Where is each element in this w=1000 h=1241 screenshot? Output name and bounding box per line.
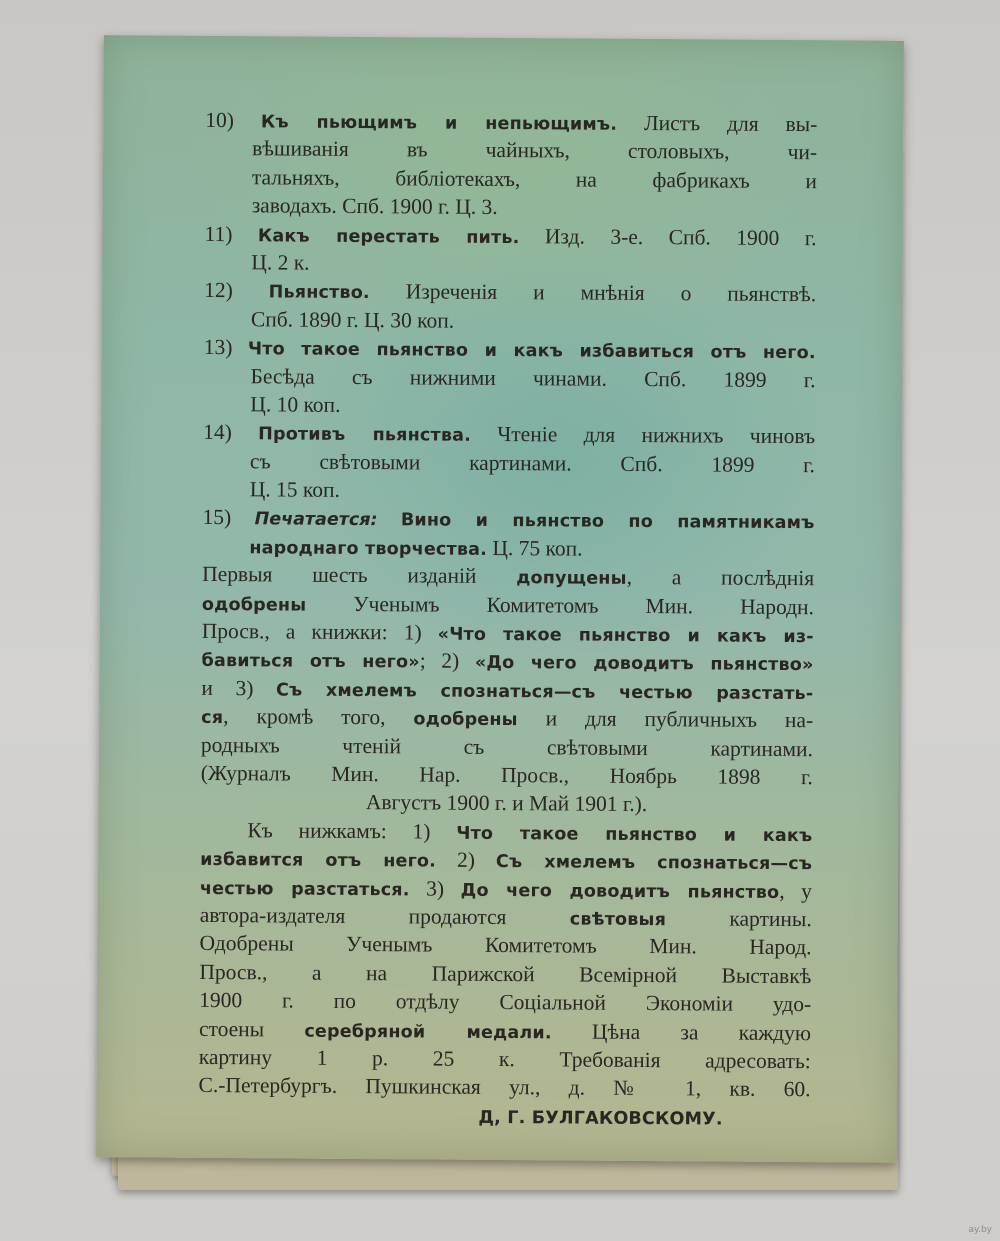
bold-text-run: Д, Г. БУЛГАКОВСКОМУ. bbox=[478, 1107, 723, 1130]
text-run: Первыя шесть изданій bbox=[202, 562, 517, 589]
bold-text-run: бавиться отъ него» bbox=[201, 651, 420, 673]
text-run: 15) bbox=[202, 505, 255, 530]
text-run: картину 1 р. 25 к. Требованія адресовать: bbox=[198, 1044, 811, 1074]
text-line bbox=[198, 1100, 810, 1133]
text-line bbox=[199, 958, 811, 991]
text-line bbox=[198, 1071, 810, 1104]
text-run: 14) bbox=[203, 420, 259, 445]
text-line bbox=[205, 163, 817, 196]
text-run: тальняхъ, библіотекахъ, на фабрикахъ и bbox=[251, 165, 818, 193]
bold-text-run: Пьянство. bbox=[268, 282, 370, 304]
text-run: Бесѣда съ нижними чинами. Спб. 1899 г. bbox=[250, 363, 816, 392]
text-run: ; 2) bbox=[419, 648, 475, 674]
text-run bbox=[377, 507, 401, 531]
page-text bbox=[198, 106, 817, 1132]
text-line bbox=[203, 475, 815, 508]
text-run: картины. bbox=[665, 906, 812, 932]
text-run: Ц. 75 коп. bbox=[486, 535, 583, 561]
text-run: 10) bbox=[205, 107, 261, 133]
text-line bbox=[200, 901, 812, 934]
watermark: ay.by bbox=[968, 1225, 992, 1235]
bold-text-run: ся bbox=[201, 708, 224, 729]
text-line bbox=[199, 986, 811, 1019]
text-line bbox=[202, 503, 814, 536]
text-run: , у bbox=[779, 878, 813, 903]
text-run: Одобрены Ученымъ Комитетомъ Мин. Народ. bbox=[199, 931, 812, 960]
text-run: 13) bbox=[203, 335, 249, 360]
bold-text-run: свѣтовыя bbox=[569, 909, 667, 931]
booklet-page bbox=[96, 35, 904, 1163]
bold-text-run: серебряной медали. bbox=[304, 1021, 552, 1043]
text-run: стоены bbox=[198, 1016, 305, 1042]
text-line bbox=[202, 589, 814, 622]
text-line bbox=[200, 787, 812, 820]
text-run: вѣшиванія въ чайныхъ, столовыхъ, чи- bbox=[252, 136, 818, 165]
text-run: Спб. 1890 г. Ц. 30 коп. bbox=[250, 306, 455, 333]
text-line bbox=[199, 929, 811, 962]
text-run: Ц. 10 коп. bbox=[250, 392, 341, 417]
text-run: 11) bbox=[204, 221, 258, 246]
text-run: , кромѣ того, bbox=[223, 704, 414, 730]
text-line bbox=[204, 276, 816, 309]
text-line bbox=[205, 134, 817, 167]
text-run: (Журналъ Мин. Нар. Просв., Ноябрь 1898 г. bbox=[200, 760, 813, 790]
text-run: автора-издателя продаются bbox=[199, 902, 570, 930]
bold-text-run: Печатается: bbox=[254, 509, 378, 531]
text-run: Августъ 1900 г. и Май 1901 г.). bbox=[365, 790, 648, 817]
text-line bbox=[202, 617, 814, 650]
text-line bbox=[204, 219, 816, 252]
text-run: Изреченія и мнѣнія о пьянствѣ. bbox=[369, 279, 817, 307]
text-run: и 3) bbox=[201, 675, 277, 701]
text-run: Ц. 2 к. bbox=[251, 250, 310, 275]
text-line bbox=[204, 248, 816, 281]
text-line bbox=[201, 674, 813, 707]
text-run: Изд. 3-е. Спб. 1900 г. bbox=[519, 223, 817, 250]
text-line bbox=[203, 390, 815, 423]
text-line bbox=[200, 816, 812, 849]
text-run: Ц. 15 коп. bbox=[249, 477, 340, 502]
bold-text-run: Противъ пьянства. bbox=[258, 424, 472, 447]
text-run: 1900 г. по отдѣлу Соціальной Экономіи удо- bbox=[199, 988, 812, 1017]
text-run: , а послѣднія bbox=[626, 565, 815, 591]
text-line bbox=[201, 759, 813, 792]
bold-text-run: Какъ перестать пить. bbox=[257, 225, 520, 248]
text-run: и для публичныхъ на- bbox=[517, 706, 814, 733]
bold-text-run: Съ хмелемъ спознаться—съ bbox=[495, 852, 813, 875]
text-line bbox=[199, 1043, 811, 1076]
text-run: 2) bbox=[435, 847, 497, 873]
bold-text-run: одобрены bbox=[201, 594, 307, 616]
text-run: С.-Петербургъ. Пушкинская ул., д. № 1, кв. 60. bbox=[198, 1073, 811, 1102]
text-line bbox=[200, 872, 812, 905]
text-run: Къ нижкамъ: 1) bbox=[247, 818, 457, 844]
text-run: 12) bbox=[204, 278, 269, 303]
bold-text-run: народнаго творчества. bbox=[249, 538, 488, 560]
bold-text-run: До чего доводитъ пьянство bbox=[460, 880, 780, 903]
text-run: Просв., а на Парижской Всемірной Выставкѣ bbox=[199, 959, 812, 988]
text-run: родныхъ чтеній съ свѣтовыми картинами. bbox=[200, 732, 814, 761]
text-line bbox=[204, 333, 816, 366]
bold-text-run: Вино и пьянство по памятникамъ bbox=[400, 510, 815, 534]
bold-text-run: «До чего доводитъ пьянство» bbox=[474, 653, 814, 676]
text-line bbox=[202, 560, 814, 593]
text-run: Ученымъ Комитетомъ Мин. Народн. bbox=[306, 591, 815, 619]
text-line bbox=[201, 702, 813, 735]
bold-text-run: Съ хмелемъ спознаться—съ честью разстать- bbox=[275, 680, 814, 705]
text-line bbox=[203, 418, 815, 451]
text-run: Просв., а книжки: 1) bbox=[201, 618, 438, 645]
text-run: съ свѣтовыми картинами. Спб. 1899 г. bbox=[249, 448, 816, 477]
bold-text-run: «Что такое пьянство и какъ из- bbox=[437, 624, 814, 648]
text-line bbox=[204, 305, 816, 338]
bold-text-run: честью разстаться. bbox=[199, 878, 410, 900]
bold-text-run: одобрены bbox=[413, 709, 518, 731]
text-line bbox=[199, 1014, 811, 1047]
bold-text-run: Что такое пьянство и какъ избавиться отъ него. bbox=[247, 339, 816, 364]
text-line bbox=[205, 191, 817, 224]
text-line bbox=[201, 645, 813, 678]
text-line bbox=[203, 447, 815, 480]
text-run: Чтеніе для нижнихъ чиновъ bbox=[470, 422, 816, 449]
text-run: Листъ для вы- bbox=[617, 110, 818, 137]
text-run: Цѣна за каждую bbox=[551, 1018, 812, 1045]
bold-text-run: Къ пьющимъ и непьющимъ. bbox=[260, 112, 618, 135]
bold-text-run: избавится отъ него. bbox=[200, 850, 437, 872]
text-run: заводахъ. Спб. 1900 г. Ц. 3. bbox=[251, 193, 498, 220]
text-line bbox=[205, 106, 817, 139]
text-line bbox=[203, 361, 815, 394]
text-run: 3) bbox=[409, 875, 461, 901]
text-line bbox=[202, 532, 814, 565]
text-line bbox=[201, 731, 813, 764]
text-line bbox=[200, 844, 812, 877]
bold-text-run: Что такое пьянство и какъ bbox=[456, 823, 813, 846]
bold-text-run: допущены bbox=[516, 568, 627, 590]
